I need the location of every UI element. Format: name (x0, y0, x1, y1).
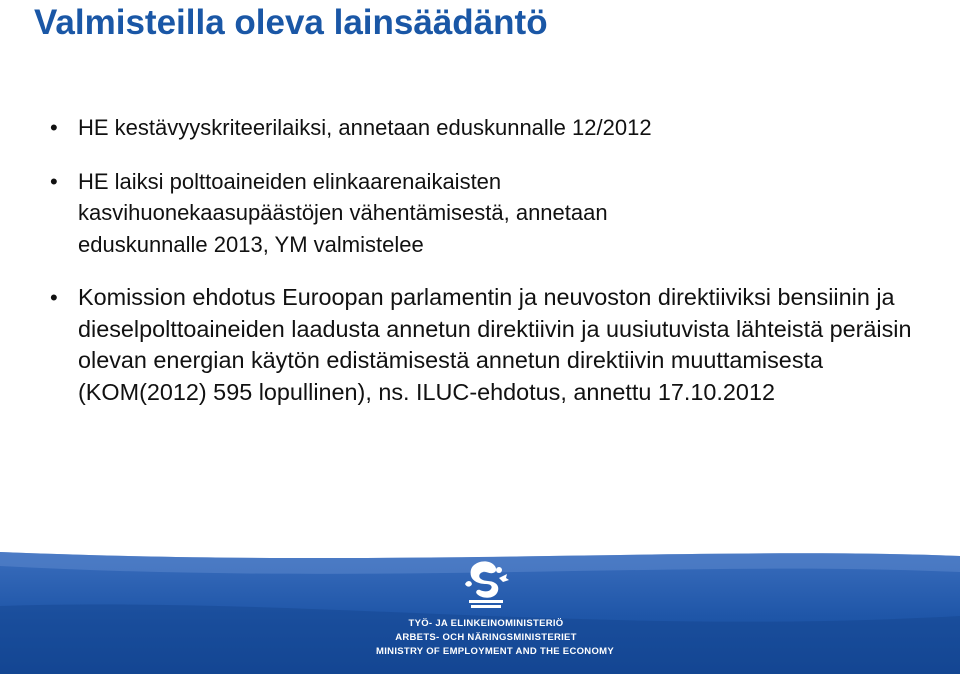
bullet-marker: • (50, 115, 58, 140)
bullet-list (50, 112, 940, 430)
bullet-item (50, 166, 940, 261)
ministry-name-en: MINISTRY OF EMPLOYMENT AND THE ECONOMY (376, 646, 614, 657)
bullet-text: HE laiksi polttoaineiden elinkaarenaikaisten kasvihuonekaasupäästöjen vähentämisestä, annetaan eduskunnalle 2013, YM valmistelee (78, 168, 608, 257)
lion-crest-icon (459, 558, 513, 612)
ministry-name-sv: ARBETS- OCH NÄRINGSMINISTERIET (395, 632, 577, 643)
bullet-item (50, 112, 940, 144)
bullet-item (50, 282, 940, 408)
ministry-name-fi: TYÖ- JA ELINKEINOMINISTERIÖ (408, 618, 564, 629)
slide-title: Valmisteilla oleva lainsäädäntö (34, 3, 548, 42)
ministry-logo (376, 558, 614, 668)
bullet-text: HE kestävyyskriteerilaiksi, annetaan eduskunnalle 12/2012 (78, 115, 652, 140)
bullet-text: Komission ehdotus Euroopan parlamentin ja neuvoston direktiiviksi bensiinin ja dieselpolttoaineiden laadusta annetun direktiivin ja uusiutuvista lähteistä peräisin olevan energian käytön edistämisestä annetun direktiivin muuttamisesta (KOM(2012) 595 lopullinen), ns. ILUC-ehdotus, annettu 17.10.2012 (78, 284, 912, 405)
bullet-marker: • (50, 285, 58, 310)
footer-banner (0, 546, 960, 674)
bullet-marker: • (50, 168, 58, 194)
